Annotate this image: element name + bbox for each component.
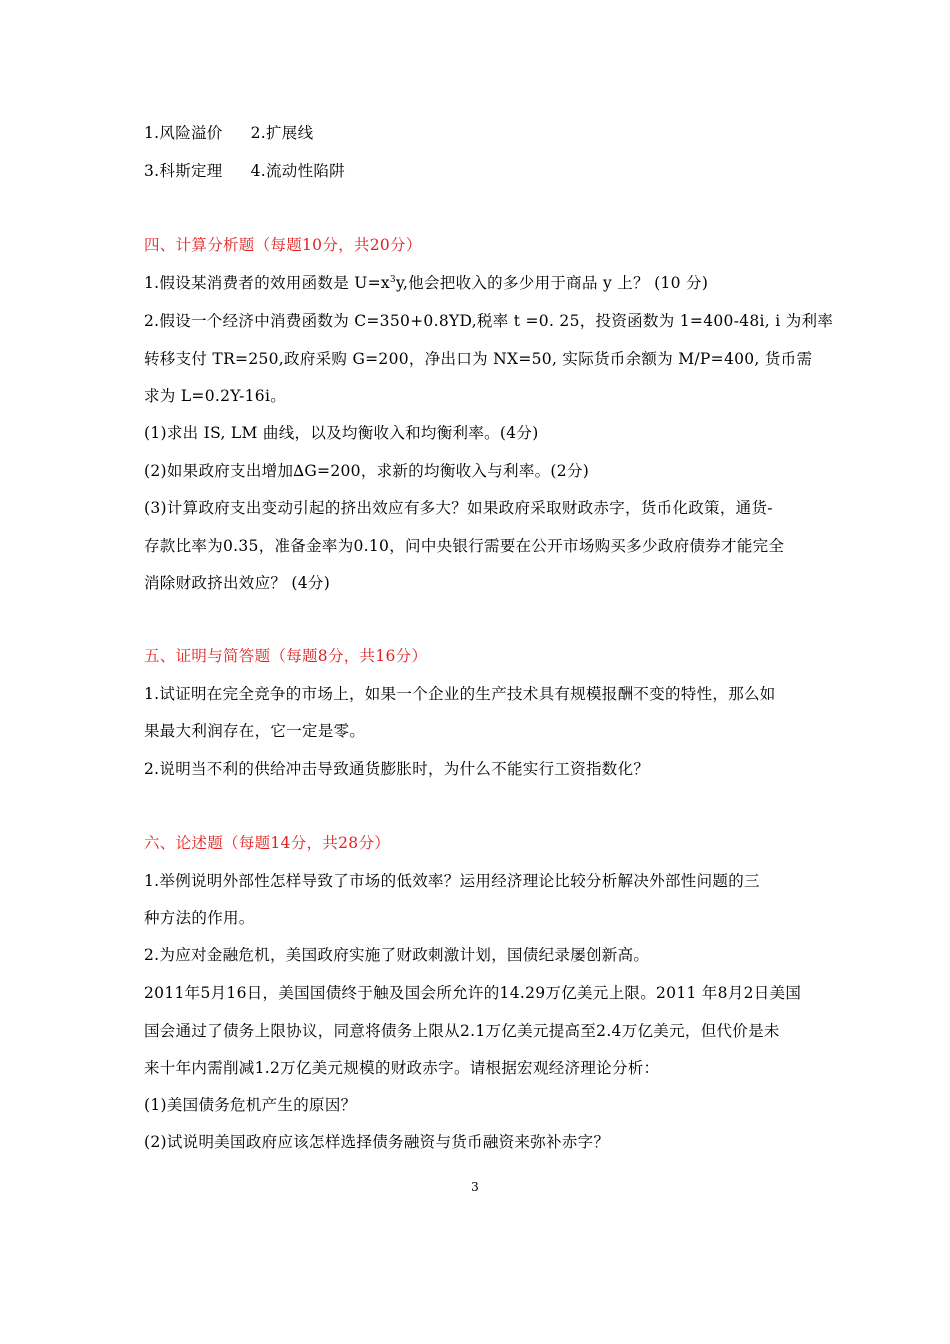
section-5-line: 果最大利润存在，它一定是零。 <box>144 722 366 740</box>
page-number: 3 <box>471 1180 479 1194</box>
section-5-line: 1.试证明在完全竞争的市场上，如果一个企业的生产技术具有规模报酬不变的特性，那么如 <box>144 685 776 703</box>
section-4-line: 2.假设一个经济中消费函数为 C=350+0.8YD,税率 t =0. 25，投资函数为 1=400-48i, i 为利率 <box>144 312 834 330</box>
section-4-line: (1)求出 IS, LM 曲线，以及均衡收入和均衡利率。(4分) <box>144 424 539 442</box>
section-4-line: 消除财政挤出效应？ (4分) <box>144 574 331 592</box>
section-6-line: (2)试说明美国政府应该怎样选择债务融资与货币融资来弥补赤字？ <box>144 1133 610 1151</box>
terms-row-2 <box>144 160 814 182</box>
section-6-line: 国会通过了债务上限协议，同意将债务上限从2.1万亿美元提高至2.4万亿美元，但代价是未 <box>144 1022 780 1040</box>
term-1: 1.风险溢价 <box>144 124 223 142</box>
section-6-line: 种方法的作用。 <box>144 909 255 927</box>
section-6-line: 来十年内需削减1.2万亿美元规模的财政赤字。请根据宏观经济理论分析： <box>144 1059 660 1077</box>
q1-text-start: 1.假设某消费者的效用函数是 U=x <box>144 274 390 292</box>
section-4-line: (2)如果政府支出增加∆G=200，求新的均衡收入与利率。(2分) <box>144 462 590 480</box>
q1-exponent: 3 <box>389 274 396 285</box>
section-6-heading: 六、论述题（每题14分，共28分） <box>144 834 391 852</box>
section-4-question-1 <box>144 272 814 294</box>
section-4-heading: 四、计算分析题（每题10分，共20分） <box>144 236 422 254</box>
term-3: 3.科斯定理 <box>144 162 223 180</box>
term-4: 4.流动性陷阱 <box>250 162 345 180</box>
section-4-line: 求为 L=0.2Y-16i。 <box>144 387 287 405</box>
section-6-line: 1.举例说明外部性怎样导致了市场的低效率？运用经济理论比较分析解决外部性问题的三 <box>144 872 760 890</box>
q1-text-end: y,他会把收入的多少用于商品 y 上？ (10 分) <box>395 274 709 292</box>
section-6-line: 2011年5月16日，美国国债终于触及国会所允许的14.29万亿美元上限。2011 年8月2日美国 <box>144 984 802 1002</box>
term-2: 2.扩展线 <box>250 124 314 142</box>
section-5-line: 2.说明当不利的供给冲击导致通货膨胀时，为什么不能实行工资指数化？ <box>144 760 650 778</box>
section-4-line: 存款比率为0.35，准备金率为0.10，问中央银行需要在公开市场购买多少政府债券才能完全 <box>144 537 785 555</box>
section-6-line: 2.为应对金融危机，美国政府实施了财政刺激计划，国债纪录屡创新高。 <box>144 946 650 964</box>
section-6-line: (1)美国债务危机产生的原因？ <box>144 1096 357 1114</box>
section-4-line: 转移支付 TR=250,政府采购 G=200，净出口为 NX=50, 实际货币余额为 M/P=400, 货币需 <box>144 350 813 368</box>
section-5-heading: 五、证明与简答题（每题8分，共16分） <box>144 647 428 665</box>
terms-row-1 <box>144 122 814 144</box>
section-4-line: (3)计算政府支出变动引起的挤出效应有多大？如果政府采取财政赤字，货币化政策，通货- <box>144 499 773 517</box>
